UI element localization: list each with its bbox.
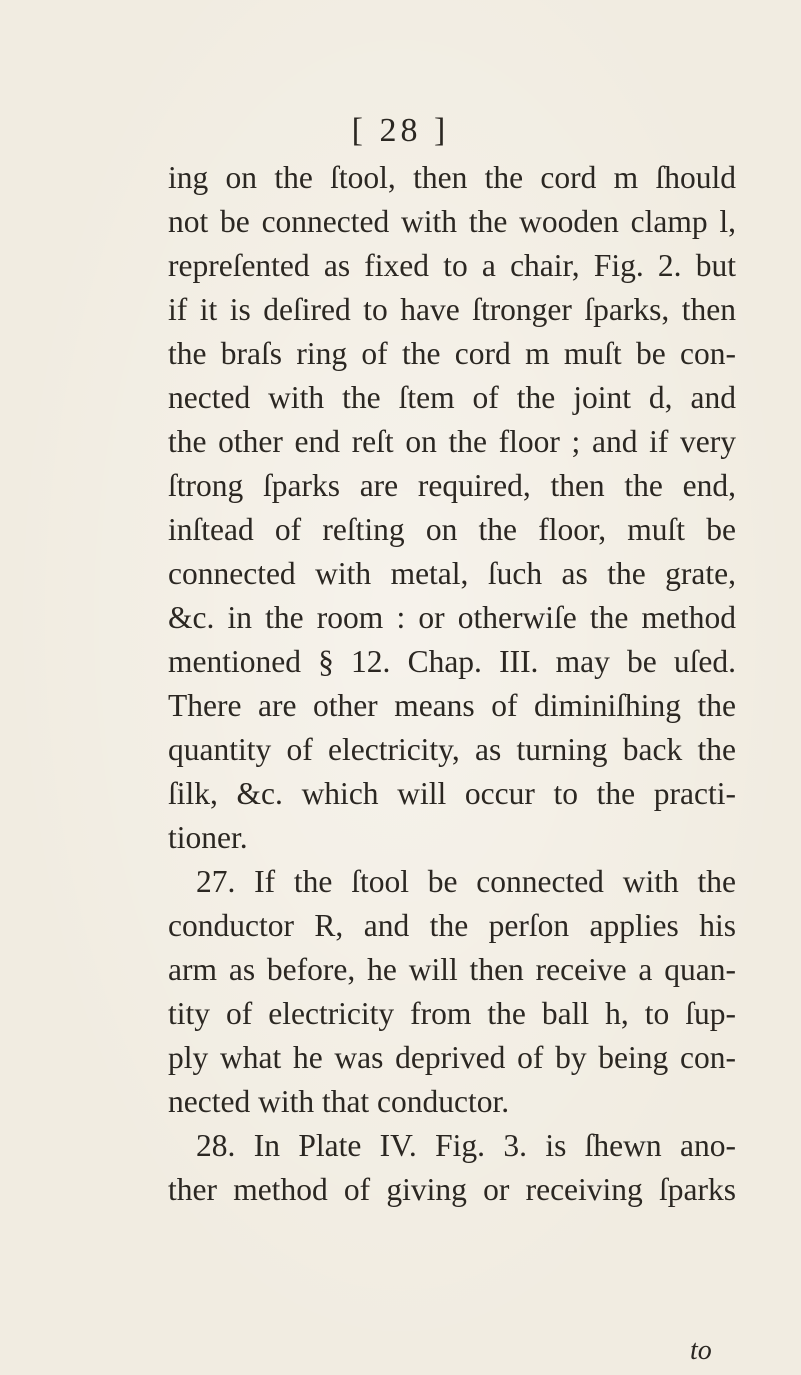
paragraph-start: 28. In Plate IV. Fig. 3. is ſhewn ano-	[196, 1128, 736, 1163]
text-line: the braſs ring of the cord m muſt be con-	[168, 336, 736, 371]
text-line: ſtrong ſparks are required, then the end,	[168, 468, 736, 503]
text-line: inſtead of reſting on the floor, muſt be	[168, 512, 736, 547]
catchword: to	[690, 1335, 712, 1366]
text-line: connected with metal, ſuch as the grate,	[168, 556, 736, 591]
paragraph-start: 27. If the ſtool be connected with the	[196, 864, 736, 899]
text-line: conductor R, and the perſon applies his	[168, 908, 736, 943]
text-line: &c. in the room : or otherwiſe the method	[168, 600, 736, 635]
text-line: ing on the ſtool, then the cord m ſhould	[168, 160, 736, 195]
text-line: tity of electricity from the ball h, to ſup-	[168, 996, 736, 1031]
text-line: tioner.	[168, 820, 248, 855]
text-line: quantity of electricity, as turning back the	[168, 732, 736, 767]
text-line: nected with that conductor.	[168, 1084, 510, 1119]
text-line: ply what he was deprived of by being con-	[168, 1040, 736, 1075]
text-line: mentioned § 12. Chap. III. may be uſed.	[168, 644, 736, 679]
text-line: if it is deſired to have ſtronger ſparks, then	[168, 292, 736, 327]
page-number: [ 28 ]	[351, 112, 450, 149]
text-line: ſilk, &c. which will occur to the practi-	[168, 776, 736, 811]
text-line: There are other means of diminiſhing the	[168, 688, 736, 723]
text-line: repreſented as fixed to a chair, Fig. 2. but	[168, 248, 736, 283]
text-line: ther method of giving or receiving ſparks	[168, 1172, 736, 1207]
text-line: not be connected with the wooden clamp l,	[168, 204, 736, 239]
text-line: arm as before, he will then receive a quan-	[168, 952, 736, 987]
text-line: nected with the ſtem of the joint d, and	[168, 380, 736, 415]
text-line: the other end reſt on the floor ; and if very	[168, 424, 736, 459]
